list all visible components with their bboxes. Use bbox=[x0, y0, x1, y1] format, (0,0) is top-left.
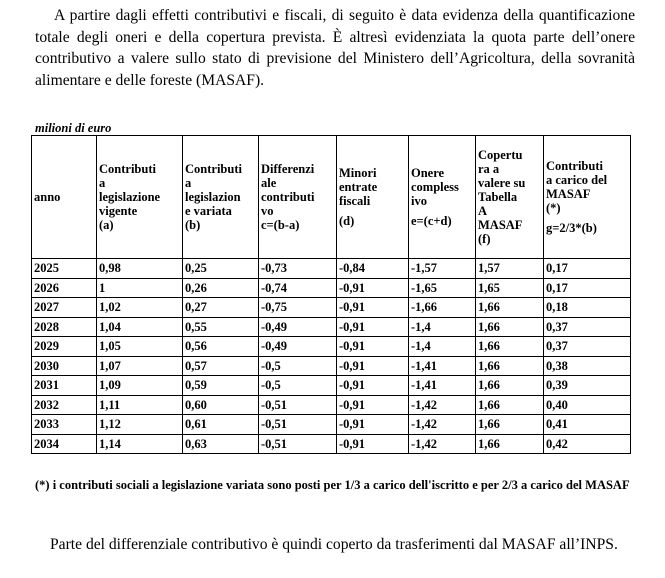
header-contributi-masaf bbox=[544, 136, 631, 259]
header-line: a carico del bbox=[546, 173, 608, 187]
value-cell: 1 bbox=[97, 278, 183, 298]
oneri-table bbox=[31, 135, 631, 454]
header-anno bbox=[32, 136, 97, 259]
header-line: g=2/3*(b) bbox=[546, 221, 597, 235]
value-cell: 1,66 bbox=[476, 434, 544, 454]
value-cell: 0,40 bbox=[544, 395, 631, 415]
value-cell: -0,51 bbox=[259, 415, 337, 435]
header-line: legislazione bbox=[99, 190, 161, 204]
table-row bbox=[32, 337, 631, 357]
year-cell: 2031 bbox=[32, 376, 97, 396]
value-cell: -0,84 bbox=[337, 259, 409, 279]
value-cell: -0,91 bbox=[337, 376, 409, 396]
header-onere-complessivo bbox=[409, 136, 476, 259]
closing-paragraph: Parte del differenziale contributivo è quindi coperto da trasferimenti dal MASAF all’INPS. bbox=[50, 536, 618, 553]
year-cell: 2026 bbox=[32, 278, 97, 298]
value-cell: 0,17 bbox=[544, 278, 631, 298]
table-header-row bbox=[32, 136, 631, 259]
value-cell: 1,66 bbox=[476, 317, 544, 337]
value-cell: 1,65 bbox=[476, 278, 544, 298]
table-row bbox=[32, 395, 631, 415]
value-cell: 1,66 bbox=[476, 337, 544, 357]
value-cell: 0,39 bbox=[544, 376, 631, 396]
header-line: Tabella bbox=[478, 190, 518, 204]
header-line: (f) bbox=[478, 232, 491, 246]
header-minori-entrate bbox=[337, 136, 409, 259]
value-cell: 0,26 bbox=[183, 278, 259, 298]
header-line: Contributi bbox=[99, 162, 156, 176]
value-cell: -1,4 bbox=[409, 337, 476, 357]
value-cell: 0,55 bbox=[183, 317, 259, 337]
footnote: (*) i contributi sociali a legislazione variata sono posti per 1/3 a carico dell'iscritto e per 2/3 a carico del MASAF bbox=[35, 478, 630, 492]
header-line: e=(c+d) bbox=[411, 214, 452, 228]
value-cell: -0,49 bbox=[259, 317, 337, 337]
value-cell: 0,59 bbox=[183, 376, 259, 396]
header-differenziale bbox=[259, 136, 337, 259]
value-cell: 0,41 bbox=[544, 415, 631, 435]
header-line: a bbox=[99, 176, 106, 190]
value-cell: 1,66 bbox=[476, 298, 544, 318]
table-row bbox=[32, 434, 631, 454]
header-line: vo bbox=[261, 204, 274, 218]
header-line: (*) bbox=[546, 201, 561, 215]
value-cell: -0,91 bbox=[337, 434, 409, 454]
header-line: Copertu bbox=[478, 148, 523, 162]
value-cell: -1,41 bbox=[409, 376, 476, 396]
value-cell: -1,57 bbox=[409, 259, 476, 279]
table-body bbox=[32, 259, 631, 454]
header-line: (d) bbox=[339, 214, 355, 228]
year-cell: 2027 bbox=[32, 298, 97, 318]
value-cell: -0,73 bbox=[259, 259, 337, 279]
intro-paragraph: A partire dagli effetti contributivi e fiscali, di seguito è data evidenza della quantificazione totale degli oneri e della copertura prevista. È altresì evidenziata la quota parte dell’onere contributivo a valere sullo stato di previsione del Ministero dell’Agricoltura, della sovranità alimentare e delle foreste (MASAF). bbox=[35, 7, 635, 89]
header-line: compless bbox=[411, 180, 459, 194]
table-row bbox=[32, 259, 631, 279]
unit-label: milioni di euro bbox=[35, 121, 112, 135]
value-cell: -0,49 bbox=[259, 337, 337, 357]
table-row bbox=[32, 376, 631, 396]
value-cell: -0,91 bbox=[337, 395, 409, 415]
value-cell: -0,91 bbox=[337, 356, 409, 376]
value-cell: -0,74 bbox=[259, 278, 337, 298]
header-line: ale bbox=[261, 176, 277, 190]
value-cell: 0,60 bbox=[183, 395, 259, 415]
header-line: c=(b-a) bbox=[261, 218, 300, 232]
header-contributi-variata bbox=[183, 136, 259, 259]
table-row bbox=[32, 278, 631, 298]
year-cell: 2028 bbox=[32, 317, 97, 337]
value-cell: -0,5 bbox=[259, 356, 337, 376]
value-cell: -0,91 bbox=[337, 278, 409, 298]
year-cell: 2030 bbox=[32, 356, 97, 376]
header-line: e variata bbox=[185, 204, 232, 218]
value-cell: -0,51 bbox=[259, 434, 337, 454]
header-line: Contributi bbox=[185, 162, 242, 176]
value-cell: 1,07 bbox=[97, 356, 183, 376]
value-cell: -1,42 bbox=[409, 434, 476, 454]
value-cell: -0,91 bbox=[337, 337, 409, 357]
value-cell: 1,66 bbox=[476, 376, 544, 396]
value-cell: -0,75 bbox=[259, 298, 337, 318]
header-line: Contributi bbox=[546, 159, 603, 173]
header-line: contributi bbox=[261, 190, 315, 204]
year-cell: 2029 bbox=[32, 337, 97, 357]
value-cell: 0,27 bbox=[183, 298, 259, 318]
value-cell: 0,18 bbox=[544, 298, 631, 318]
value-cell: 1,66 bbox=[476, 415, 544, 435]
value-cell: -0,91 bbox=[337, 415, 409, 435]
value-cell: -0,5 bbox=[259, 376, 337, 396]
header-line: a bbox=[185, 176, 192, 190]
value-cell: 1,11 bbox=[97, 395, 183, 415]
table-row bbox=[32, 298, 631, 318]
year-cell: 2033 bbox=[32, 415, 97, 435]
value-cell: 1,14 bbox=[97, 434, 183, 454]
table-row bbox=[32, 356, 631, 376]
header-line: Minori bbox=[339, 166, 377, 180]
year-cell: 2034 bbox=[32, 434, 97, 454]
header-line: A bbox=[478, 204, 488, 218]
value-cell: 1,66 bbox=[476, 395, 544, 415]
header-contributi-vigente bbox=[97, 136, 183, 259]
value-cell: 1,57 bbox=[476, 259, 544, 279]
header-line: legislazion bbox=[185, 190, 241, 204]
header-copertura bbox=[476, 136, 544, 259]
value-cell: 1,05 bbox=[97, 337, 183, 357]
year-cell: 2025 bbox=[32, 259, 97, 279]
value-cell: 1,66 bbox=[476, 356, 544, 376]
value-cell: 0,63 bbox=[183, 434, 259, 454]
value-cell: -1,65 bbox=[409, 278, 476, 298]
header-line: Onere bbox=[411, 166, 445, 180]
value-cell: -1,41 bbox=[409, 356, 476, 376]
table-row bbox=[32, 415, 631, 435]
header-line: MASAF bbox=[546, 187, 591, 201]
header-line: (a) bbox=[99, 218, 114, 232]
value-cell: 1,09 bbox=[97, 376, 183, 396]
header-line: entrate bbox=[339, 180, 378, 194]
year-cell: 2032 bbox=[32, 395, 97, 415]
value-cell: 1,04 bbox=[97, 317, 183, 337]
value-cell: 0,42 bbox=[544, 434, 631, 454]
header-line: Differenzi bbox=[261, 162, 315, 176]
header-line: valere su bbox=[478, 176, 526, 190]
value-cell: -0,91 bbox=[337, 298, 409, 318]
value-cell: -1,66 bbox=[409, 298, 476, 318]
header-line: fiscali bbox=[339, 194, 371, 208]
value-cell: 0,37 bbox=[544, 337, 631, 357]
value-cell: -1,42 bbox=[409, 415, 476, 435]
value-cell: 0,38 bbox=[544, 356, 631, 376]
value-cell: 1,02 bbox=[97, 298, 183, 318]
value-cell: -0,51 bbox=[259, 395, 337, 415]
header-line: vigente bbox=[99, 204, 138, 218]
value-cell: -1,4 bbox=[409, 317, 476, 337]
value-cell: -0,91 bbox=[337, 317, 409, 337]
table-row bbox=[32, 317, 631, 337]
value-cell: 0,98 bbox=[97, 259, 183, 279]
value-cell: 0,61 bbox=[183, 415, 259, 435]
value-cell: -1,42 bbox=[409, 395, 476, 415]
value-cell: 0,57 bbox=[183, 356, 259, 376]
header-line: MASAF bbox=[478, 218, 523, 232]
value-cell: 0,17 bbox=[544, 259, 631, 279]
value-cell: 0,25 bbox=[183, 259, 259, 279]
header-line: anno bbox=[34, 190, 61, 204]
value-cell: 1,12 bbox=[97, 415, 183, 435]
value-cell: 0,56 bbox=[183, 337, 259, 357]
header-line: ra a bbox=[478, 162, 500, 176]
header-line: ivo bbox=[411, 194, 427, 208]
header-line: (b) bbox=[185, 218, 201, 232]
value-cell: 0,37 bbox=[544, 317, 631, 337]
